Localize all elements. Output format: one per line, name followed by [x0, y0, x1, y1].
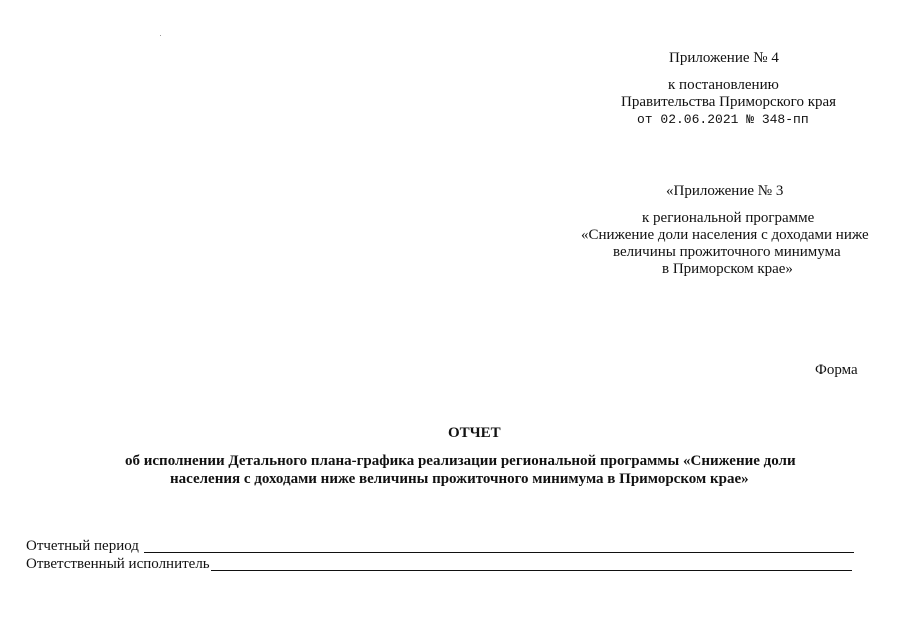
appendix-4-date-number: от 02.06.2021 № 348-пп: [637, 112, 809, 127]
report-title: ОТЧЕТ: [448, 425, 501, 441]
appendix-3-line3: величины прожиточного минимума: [613, 244, 841, 260]
responsible-executor-line[interactable]: [211, 570, 852, 571]
appendix-3-line4: в Приморском крае»: [662, 261, 793, 277]
appendix-3-title: «Приложение № 3: [666, 183, 784, 199]
appendix-3-line2: «Снижение доли населения с доходами ниже: [581, 227, 869, 243]
appendix-3-line1: к региональной программе: [642, 210, 815, 226]
scan-speck: [160, 35, 161, 36]
responsible-executor-label: Ответственный исполнитель: [26, 556, 210, 572]
form-label: Форма: [815, 362, 858, 378]
appendix-4-line2: Правительства Приморского края: [621, 94, 837, 110]
reporting-period-label: Отчетный период: [26, 538, 139, 554]
appendix-4-title: Приложение № 4: [669, 50, 779, 66]
reporting-period-line[interactable]: [144, 552, 854, 553]
report-subtitle-line2: населения с доходами ниже величины прожиточного минимума в Приморском крае»: [170, 471, 749, 487]
report-subtitle-line1: об исполнении Детального плана-графика реализации региональной программы «Снижение доли: [125, 453, 796, 469]
appendix-4-line1: к постановлению: [668, 77, 779, 93]
